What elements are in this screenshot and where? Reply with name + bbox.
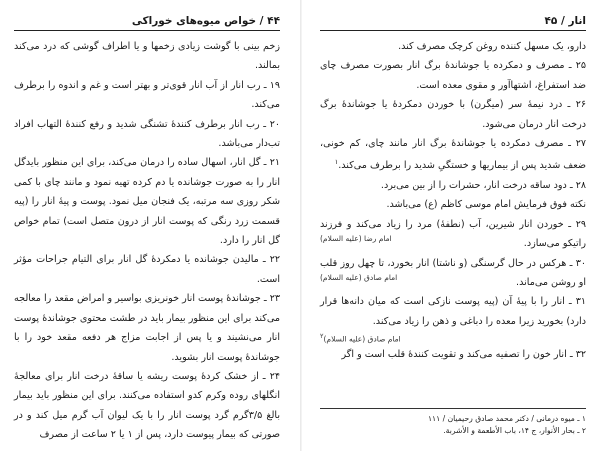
attribution-p31: امام صادق (علیه السلام)۲ [320,332,401,344]
left-paragraph-22: ۲۲ ـ مالیدن جوشانده یا دمکردهٔ گل انار برای التیام جراحات مؤثر است. [14,254,280,285]
footnote-marker-2: ۲ [320,332,324,341]
left-paragraph-21: ۲۱ ـ گل انار، اسهال ساده را درمان می‌کند، برای این منظور بایدگل انار را به صورت جوشانده یا دم کرده تهیه نمود و مانند چای با کمی شکر روزی سه مرتبه، یک فنجان میل نمود. پوست و پیهٔ انار را (پیه قسمت زرد رنگی که پوست انار از درون متصل است) تمام خواص گل انار را دارد. [14,157,280,247]
left-paragraph-23: ۲۳ ـ جوشاندهٔ پوست انار خونریزی بواسیر و امراض مقعد را معالجه می‌کند برای این منظور بیمار باید در طشت محتوی جوشاندهٔ پوست انار می‌نشیند و یا پس از اجابت مزاج هر دفعه مقعد خود را با جوشاندهٔ پوست انار بشوید. [14,293,280,363]
right-paragraph-28: ۲۸ ـ دود ساقه درخت انار، حشرات را از بین می‌برد. [380,180,586,192]
left-paragraph-20: ۲۰ ـ رب انار برطرف کنندهٔ تشنگی شدید و رفع کنندهٔ التهاب افراد تب‌دار می‌باشد. [14,118,280,150]
left-paragraph-19: ۱۹ ـ رب انار از آب انار قوی‌تر و بهتر است و غم و اندوه را برطرف می‌کند. [14,79,280,111]
footnote-marker-1: ۱ [334,158,339,167]
attribution-p30: امام صادق (علیه السلام) [320,273,398,283]
right-paragraph-32: ۳۲ ـ انار خون را تصفیه می‌کند و تقویت کنندهٔ قلب است و اگر [341,348,586,360]
right-paragraph-27-text: ۲۷ ـ مصرف دمکرده یا جوشاندهٔ برگ انار مانند چای، کم خونی، ضعف شدید پس از بیماریها و خستگیِ شدید را برطرف می‌کند. [320,138,586,172]
left-paragraph-1: زخم بینی با گوشت زیادی زخمها و یا اطراف گوشی که درد می‌کند بمالند. [14,41,280,72]
right-paragraph-30-text: ۳۰ ـ هرکس در حال گرسنگی (و ناشتا) انار بخورد، تا چهل روز قلب او روشن می‌ماند. [320,257,586,289]
footnotes [320,408,586,437]
right-page-header: انار / ۴۵ [320,12,586,31]
right-paragraph-31-text: ۳۱ ـ انار را با پیهٔ آن (پیه پوست نازکی است که میان دانه‌ها قرار دارد) بخورید زیرا معده را دباغی و ذهن را زیاد می‌کند. [320,296,586,327]
right-paragraph-31 [320,292,586,331]
right-paragraph-26: ۲۶ ـ درد نیمهٔ سر (میگرن) با خوردن دمکردهٔ یا جوشاندهٔ برگ درخت انار درمان می‌شود. [320,99,586,130]
left-paragraph-24: ۲۴ ـ از خشک کردهٔ پوست ریشه یا ساقهٔ درخت انار برای معالجهٔ انگلهای روده وکرم کدو استفاده می‌کنند. برای این منظور باید بیمار بالغ ۳/۵گرم گرد پوست انار را با یک لیوان آب گرم میل کند و در صورتی که بیمار پیوست دارد، پس از ۱ یا ۲ ساعت از مصرف [14,370,280,441]
right-paragraph-30 [320,254,586,293]
left-page-header: ۴۴ / خواص میوه‌های خوراکی [14,12,280,31]
right-paragraph-25: ۲۵ ـ مصرف و دمکرده یا جوشاندهٔ برگ انار بصورت مصرف چای ضد استفراغ، اشتهاآور و مقوی معده است. [320,60,586,91]
right-paragraph-27 [320,134,586,176]
right-paragraph-29-text: ۲۹ ـ خوردن انار شیرین، آب (نطفهٔ) مرد را زیاد می‌کند و فرزند راتیکو می‌سازد. [320,218,586,250]
footnote-1: ۱ ـ میوه درمانی / دکتر محمد صادق رحیمیان / ۱۱۱ [427,414,586,423]
footnote-2: ۲ ـ بحار الأنوار، ج ۱۴، باب الأطعمة و الأشربة. [443,426,586,435]
right-paragraph-29 [320,215,586,254]
right-paragraph-note: نکته فوق فرمایش امام موسی کاظم (ع) می‌باشد. [386,199,586,211]
right-page [302,0,600,451]
attribution-p29: امام رضا (علیه السلام) [320,234,392,244]
right-paragraph-1: دارو، یک مسهل کننده روغن کرچک مصرف کند. [398,41,586,52]
